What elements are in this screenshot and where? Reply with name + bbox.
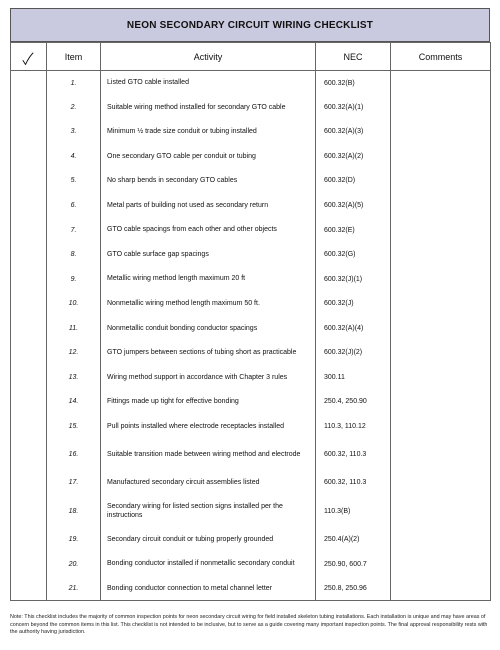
nec-reference: 600.32, 110.3 bbox=[316, 471, 391, 496]
item-number: 4. bbox=[47, 144, 101, 169]
activity-text: Metal parts of building not used as secondary return bbox=[101, 193, 316, 218]
nec-reference: 600.32(B) bbox=[316, 71, 391, 96]
table-row bbox=[11, 527, 491, 552]
table-row bbox=[11, 95, 491, 120]
item-number: 2. bbox=[47, 95, 101, 120]
nec-reference: 250.8, 250.96 bbox=[316, 576, 391, 601]
comments-cell[interactable] bbox=[391, 439, 491, 471]
check-cell[interactable] bbox=[11, 193, 47, 218]
nec-column-header: NEC bbox=[316, 43, 391, 71]
activity-column-header: Activity bbox=[101, 43, 316, 71]
activity-text: Bonding conductor installed if nonmetallic secondary conduit bbox=[101, 552, 316, 577]
nec-reference: 600.32(J) bbox=[316, 291, 391, 316]
table-row bbox=[11, 439, 491, 471]
item-number: 19. bbox=[47, 527, 101, 552]
check-cell[interactable] bbox=[11, 390, 47, 415]
table-row bbox=[11, 71, 491, 96]
nec-reference: 250.90, 600.7 bbox=[316, 552, 391, 577]
activity-text: No sharp bends in secondary GTO cables bbox=[101, 169, 316, 194]
check-cell[interactable] bbox=[11, 471, 47, 496]
item-number: 9. bbox=[47, 267, 101, 292]
nec-reference: 110.3(B) bbox=[316, 495, 391, 527]
item-number: 6. bbox=[47, 193, 101, 218]
nec-reference: 600.32(A)(3) bbox=[316, 120, 391, 145]
activity-text: One secondary GTO cable per conduit or tubing bbox=[101, 144, 316, 169]
check-cell[interactable] bbox=[11, 267, 47, 292]
comments-cell[interactable] bbox=[391, 495, 491, 527]
item-number: 17. bbox=[47, 471, 101, 496]
table-row bbox=[11, 267, 491, 292]
footnote: Note: This checklist includes the majority of common inspection points for neon secondary circuit wiring for field installed skeleton tubing installations. Each installation is unique and may have areas of concern beyond the common items in this list. This checklist is not intended to be inclusive, but to serve as a guide covering many important inspection points. The final approval responsibility rests with the authority having jurisdiction. bbox=[10, 614, 488, 636]
activity-text: Listed GTO cable installed bbox=[101, 71, 316, 96]
checklist-title: NEON SECONDARY CIRCUIT WIRING CHECKLIST bbox=[10, 8, 490, 42]
activity-text: GTO jumpers between sections of tubing short as practicable bbox=[101, 341, 316, 366]
checklist-table bbox=[10, 42, 491, 601]
comments-cell[interactable] bbox=[391, 365, 491, 390]
check-cell[interactable] bbox=[11, 316, 47, 341]
check-cell[interactable] bbox=[11, 120, 47, 145]
activity-text: Nonmetallic conduit bonding conductor spacings bbox=[101, 316, 316, 341]
check-cell[interactable] bbox=[11, 495, 47, 527]
table-row bbox=[11, 144, 491, 169]
comments-cell[interactable] bbox=[391, 218, 491, 243]
table-row bbox=[11, 552, 491, 577]
comments-cell[interactable] bbox=[391, 242, 491, 267]
comments-cell[interactable] bbox=[391, 71, 491, 96]
item-number: 14. bbox=[47, 390, 101, 415]
check-cell[interactable] bbox=[11, 242, 47, 267]
comments-cell[interactable] bbox=[391, 414, 491, 439]
comments-cell[interactable] bbox=[391, 291, 491, 316]
item-number: 16. bbox=[47, 439, 101, 471]
nec-reference: 600.32, 110.3 bbox=[316, 439, 391, 471]
comments-cell[interactable] bbox=[391, 576, 491, 601]
check-cell[interactable] bbox=[11, 365, 47, 390]
comments-cell[interactable] bbox=[391, 95, 491, 120]
check-cell[interactable] bbox=[11, 144, 47, 169]
activity-text: Suitable transition made between wiring method and electrode bbox=[101, 439, 316, 471]
item-column-header: Item bbox=[47, 43, 101, 71]
check-cell[interactable] bbox=[11, 527, 47, 552]
comments-cell[interactable] bbox=[391, 193, 491, 218]
table-row bbox=[11, 120, 491, 145]
comments-cell[interactable] bbox=[391, 471, 491, 496]
activity-text: Suitable wiring method installed for secondary GTO cable bbox=[101, 95, 316, 120]
check-cell[interactable] bbox=[11, 95, 47, 120]
activity-text: Wiring method support in accordance with Chapter 3 rules bbox=[101, 365, 316, 390]
activity-text: Minimum ½ trade size conduit or tubing installed bbox=[101, 120, 316, 145]
table-row bbox=[11, 414, 491, 439]
nec-reference: 600.32(A)(1) bbox=[316, 95, 391, 120]
nec-reference: 600.32(J)(2) bbox=[316, 341, 391, 366]
comments-cell[interactable] bbox=[391, 316, 491, 341]
nec-reference: 600.32(A)(5) bbox=[316, 193, 391, 218]
item-number: 13. bbox=[47, 365, 101, 390]
item-number: 11. bbox=[47, 316, 101, 341]
nec-reference: 250.4, 250.90 bbox=[316, 390, 391, 415]
check-cell[interactable] bbox=[11, 414, 47, 439]
check-cell[interactable] bbox=[11, 218, 47, 243]
check-cell[interactable] bbox=[11, 71, 47, 96]
nec-reference: 110.3, 110.12 bbox=[316, 414, 391, 439]
check-cell[interactable] bbox=[11, 576, 47, 601]
header-row bbox=[11, 43, 491, 71]
table-row bbox=[11, 576, 491, 601]
table-row bbox=[11, 291, 491, 316]
activity-text: Pull points installed where electrode receptacles installed bbox=[101, 414, 316, 439]
table-row bbox=[11, 471, 491, 496]
check-cell[interactable] bbox=[11, 341, 47, 366]
activity-text: Fittings made up tight for effective bonding bbox=[101, 390, 316, 415]
activity-text: Nonmetallic wiring method length maximum 50 ft. bbox=[101, 291, 316, 316]
nec-reference: 250.4(A)(2) bbox=[316, 527, 391, 552]
nec-reference: 600.32(E) bbox=[316, 218, 391, 243]
item-number: 1. bbox=[47, 71, 101, 96]
activity-text: Metallic wiring method length maximum 20 ft bbox=[101, 267, 316, 292]
comments-cell[interactable] bbox=[391, 169, 491, 194]
activity-text: GTO cable spacings from each other and other objects bbox=[101, 218, 316, 243]
item-number: 10. bbox=[47, 291, 101, 316]
nec-reference: 300.11 bbox=[316, 365, 391, 390]
comments-cell[interactable] bbox=[391, 144, 491, 169]
comments-cell[interactable] bbox=[391, 552, 491, 577]
check-cell[interactable] bbox=[11, 169, 47, 194]
table-row bbox=[11, 193, 491, 218]
table-row bbox=[11, 341, 491, 366]
activity-text: Manufactured secondary circuit assemblies listed bbox=[101, 471, 316, 496]
table-row bbox=[11, 242, 491, 267]
check-cell[interactable] bbox=[11, 291, 47, 316]
comments-column-header: Comments bbox=[391, 43, 491, 71]
check-cell[interactable] bbox=[11, 552, 47, 577]
comments-cell[interactable] bbox=[391, 341, 491, 366]
checklist-sheet bbox=[10, 8, 490, 601]
activity-text: Bonding conductor connection to metal channel letter bbox=[101, 576, 316, 601]
item-number: 15. bbox=[47, 414, 101, 439]
table-row bbox=[11, 390, 491, 415]
table-row bbox=[11, 316, 491, 341]
item-number: 12. bbox=[47, 341, 101, 366]
table-row bbox=[11, 365, 491, 390]
comments-cell[interactable] bbox=[391, 390, 491, 415]
activity-text: Secondary circuit conduit or tubing properly grounded bbox=[101, 527, 316, 552]
nec-reference: 600.32(A)(4) bbox=[316, 316, 391, 341]
check-cell[interactable] bbox=[11, 439, 47, 471]
item-number: 3. bbox=[47, 120, 101, 145]
comments-cell[interactable] bbox=[391, 267, 491, 292]
activity-text: Secondary wiring for listed section signs installed per the instructions bbox=[101, 495, 316, 527]
item-number: 5. bbox=[47, 169, 101, 194]
table-row bbox=[11, 218, 491, 243]
item-number: 20. bbox=[47, 552, 101, 577]
check-column-header bbox=[11, 43, 47, 71]
item-number: 21. bbox=[47, 576, 101, 601]
item-number: 18. bbox=[47, 495, 101, 527]
nec-reference: 600.32(A)(2) bbox=[316, 144, 391, 169]
item-number: 7. bbox=[47, 218, 101, 243]
nec-reference: 600.32(G) bbox=[316, 242, 391, 267]
table-row bbox=[11, 169, 491, 194]
item-number: 8. bbox=[47, 242, 101, 267]
nec-reference: 600.32(D) bbox=[316, 169, 391, 194]
comments-cell[interactable] bbox=[391, 527, 491, 552]
nec-reference: 600.32(J)(1) bbox=[316, 267, 391, 292]
comments-cell[interactable] bbox=[391, 120, 491, 145]
checkmark-icon bbox=[22, 52, 34, 66]
table-row bbox=[11, 495, 491, 527]
activity-text: GTO cable surface gap spacings bbox=[101, 242, 316, 267]
